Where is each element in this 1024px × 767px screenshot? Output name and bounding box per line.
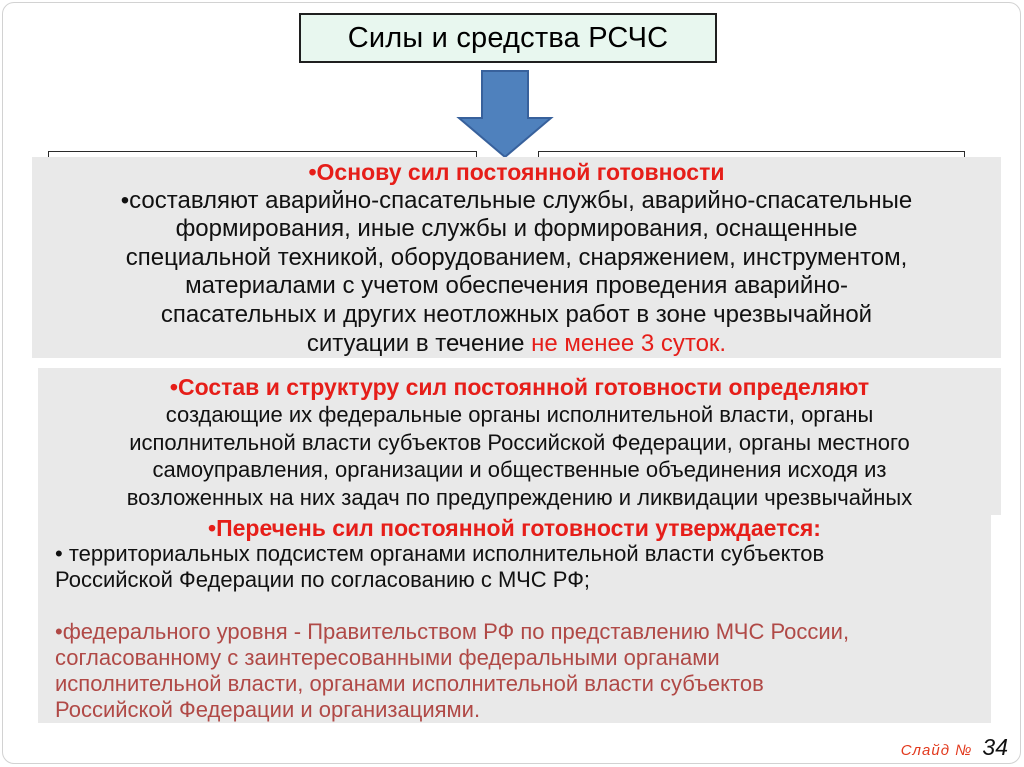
text-line: Российской Федерации по согласованию с МЧС РФ; <box>55 567 591 592</box>
text-line: •составляют аварийно-спасательные службы, аварийно-спасательные <box>120 186 913 214</box>
slide-footer <box>901 734 1008 761</box>
panel-composition-structure <box>38 368 1001 515</box>
text-line: материалами с учетом обеспечения проведения аварийно- <box>185 272 848 300</box>
slide-title: Силы и средства РСЧС <box>347 21 669 54</box>
slide-number-value: 34 <box>982 734 1008 760</box>
text-line: Российской Федерации и организациями. <box>55 697 481 722</box>
text-line: формирования, иные службы и формирования, оснащенные <box>175 215 858 243</box>
title-box <box>299 13 717 63</box>
text-line <box>32 330 1001 359</box>
text-line: • территориальных подсистем органами исполнительной власти субъектов <box>55 541 825 566</box>
spacer-line <box>55 593 991 619</box>
panel-constant-readiness-basis <box>32 157 1001 358</box>
panel3-header: •Перечень сил постоянной готовности утверждается: <box>208 515 821 541</box>
text-line: спасательных и других неотложных работ в зоне чрезвычайной <box>160 300 873 328</box>
slide-number-label: Слайд № <box>900 742 973 759</box>
down-arrow-icon <box>455 70 555 163</box>
panel1-header: •Основу сил постоянной готовности <box>308 159 725 185</box>
text-line: возложенных на них задач по предупреждению и ликвидации чрезвычайных <box>126 484 913 510</box>
text-line: специальной техникой, оборудованием, снаряжением, инструментом, <box>125 243 908 271</box>
text-line: самоуправления, организации и общественные объединения исходя из <box>152 457 887 483</box>
panel2-header: •Состав и структуру сил постоянной готовности определяют <box>169 374 870 400</box>
text-segment: ситуации в течение <box>306 329 532 357</box>
text-line: согласованному с заинтересованными федеральными органами <box>55 645 720 670</box>
text-line: исполнительной власти субъектов Российской Федерации, органы местного <box>129 429 910 455</box>
text-line: •федерального уровня - Правительством РФ по представлению МЧС России, <box>55 619 850 644</box>
text-line: исполнительной власти, органами исполнительной власти субъектов <box>55 671 764 696</box>
highlight-red-text: не менее 3 суток. <box>531 329 727 357</box>
text-line: создающие их федеральные органы исполнительной власти, органы <box>165 402 874 428</box>
panel-approval-list <box>38 515 991 723</box>
